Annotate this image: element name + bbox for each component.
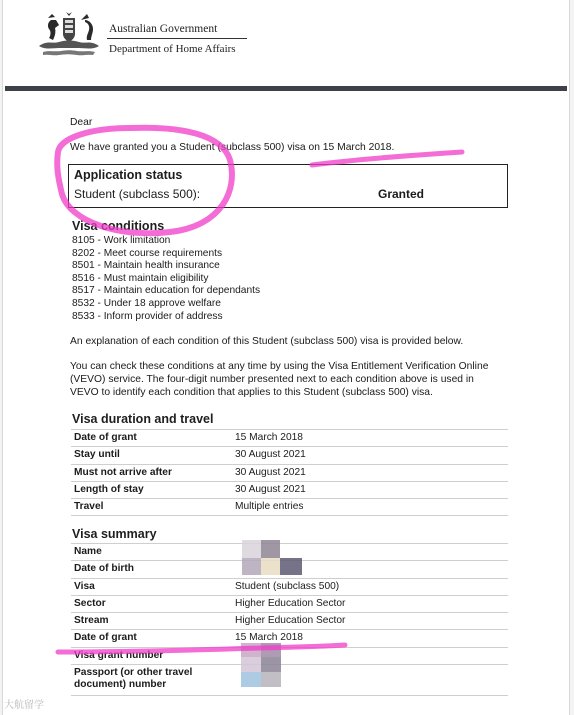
application-status-value: Granted [378,187,425,201]
visa-duration-table [71,429,508,516]
row-label: Date of birth [74,563,134,575]
application-status-title: Application status [74,168,183,182]
row-label: Visa [74,580,95,592]
visa-conditions-list [72,235,260,323]
condition-item: 8532 - Under 18 approve welfare [72,297,221,309]
row-value: 15 March 2018 [235,632,303,644]
coat-of-arms-icon [37,10,101,58]
row-label: Must not arrive after [74,466,172,478]
condition-item: 8516 - Must maintain eligibility [72,272,209,284]
row-value: Student (subclass 500) [235,580,340,592]
watermark: 大航留学 [4,700,44,711]
row-label: Length of stay [74,483,144,495]
header-divider [107,38,247,39]
table-row [71,596,508,613]
row-label: Sector [74,597,106,609]
visa-conditions-title: Visa conditions [72,219,165,233]
table-row [71,447,508,464]
department-name: Department of Home Affairs [109,43,236,55]
row-label: Stay until [74,449,120,461]
row-label: Passport (or other travel document) number [74,667,193,691]
table-row [71,665,508,696]
table-row [71,579,508,596]
table-row [71,465,508,482]
row-value: Multiple entries [235,501,304,513]
table-row [71,482,508,499]
table-row [71,499,508,516]
visa-duration-title: Visa duration and travel [72,412,214,426]
vevo-paragraph-line: You can check these conditions at any time by using the Visa Entitlement Verification Online [70,361,489,372]
row-value: 15 March 2018 [235,432,303,443]
row-label: Date of grant [74,632,137,644]
row-label: Date of grant [74,432,137,443]
table-row [71,613,508,630]
table-row [71,648,508,665]
visa-summary-title: Visa summary [72,527,157,541]
letter-header [3,0,569,84]
row-label: Visa grant number [74,649,164,661]
salutation: Dear [70,117,93,128]
condition-item: 8202 - Meet course requirements [72,247,223,259]
table-row [71,630,508,647]
row-value: 30 August 2021 [235,466,306,478]
table-row [71,429,508,447]
row-label: Stream [74,615,109,627]
condition-item: 8517 - Maintain education for dependants [72,285,261,297]
condition-item: 8533 - Inform provider of address [72,310,223,322]
row-value: 30 August 2021 [235,483,306,495]
row-value: 30 August 2021 [235,449,306,461]
vevo-paragraph-line: VEVO to identify each condition that applies to this Student (subclass 500) visa. [70,387,433,398]
row-value: Higher Education Sector [235,615,346,627]
letter-page [2,0,570,715]
row-label: Travel [74,501,104,513]
vevo-paragraph-line: (VEVO) service. The four-digit number presented next to each condition above is used in [70,374,474,385]
grant-intro: We have granted you a Student (subclass 500) visa on 15 March 2018. [70,142,395,153]
condition-item: 8105 - Work limitation [72,235,171,246]
header-bar [5,86,567,91]
row-value: Higher Education Sector [235,597,346,609]
row-label: Name [74,546,102,557]
condition-item: 8501 - Maintain health insurance [72,260,220,272]
conditions-explanation: An explanation of each condition of this Student (subclass 500) visa is provided below. [70,336,464,347]
application-status-visa: Student (subclass 500): [74,187,201,201]
application-status-box [68,164,508,208]
government-name: Australian Government [109,23,218,35]
